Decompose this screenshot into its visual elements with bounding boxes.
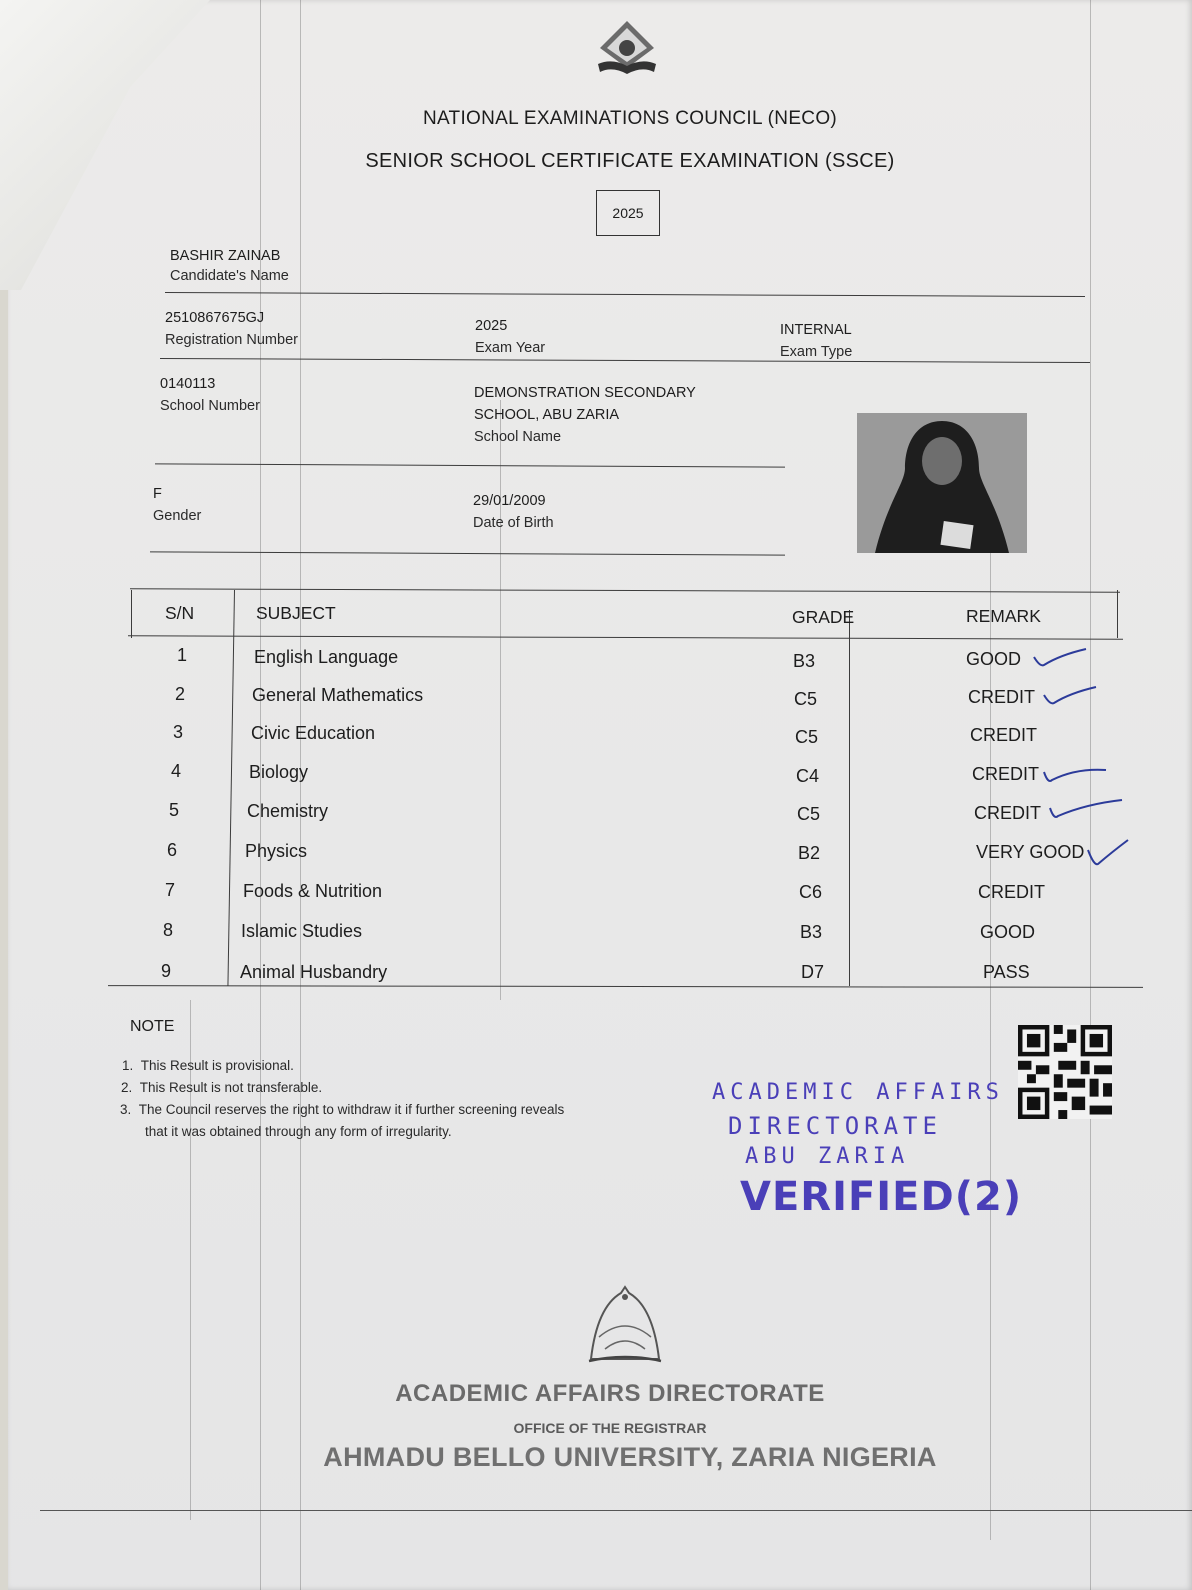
note-item-text: This Result is provisional.: [140, 1058, 294, 1073]
school-name-label: School Name: [474, 429, 562, 445]
note-item-3-continuation: that it was obtained through any form of irregularity.: [145, 1124, 452, 1139]
scan-streak: [990, 440, 991, 1540]
row-grade: C5: [794, 689, 818, 709]
registration-number: 2510867675GJ: [165, 310, 265, 326]
checkmark-icon: [1086, 836, 1136, 872]
grade-header: GRADE: [792, 607, 855, 627]
table-left-border: [131, 590, 132, 638]
row-sn: 1: [177, 645, 188, 665]
row-remark: CREDIT: [968, 687, 1035, 707]
candidate-photo-image: [857, 413, 1027, 553]
gender-label: Gender: [153, 508, 202, 524]
school-number-label: School Number: [160, 398, 260, 414]
row-grade: C5: [795, 727, 819, 747]
row-subject: Biology: [249, 762, 309, 782]
school-number: 0140113: [160, 376, 216, 392]
gender: F: [153, 486, 162, 502]
qr-code-icon: [1018, 1025, 1112, 1119]
row-remark: GOOD: [980, 922, 1036, 942]
candidate-name: BASHIR ZAINAB: [170, 248, 281, 264]
scan-streak: [500, 400, 501, 1000]
row-sn: 6: [167, 840, 178, 860]
row-remark: PASS: [983, 962, 1030, 982]
subject-header: SUBJECT: [256, 603, 336, 623]
row-subject: Physics: [245, 841, 308, 861]
note-item-3: [120, 1102, 564, 1117]
exam-year-box: [596, 190, 660, 236]
exam-type-label: Exam Type: [780, 344, 853, 360]
note-item-text: The Council reserves the right to withdraw it if further screening reveals: [138, 1102, 565, 1117]
council-title: NATIONAL EXAMINATIONS COUNCIL (NECO): [422, 108, 838, 129]
row-subject: Chemistry: [247, 801, 329, 821]
candidate-photo: [857, 413, 1027, 553]
note-item-1: [122, 1058, 294, 1073]
note-item-number: 2.: [121, 1080, 133, 1095]
row-subject: General Mathematics: [252, 685, 424, 705]
row-grade: B2: [798, 843, 821, 863]
note-item-text: This Result is not transferable.: [139, 1080, 323, 1095]
row-sn: 3: [173, 722, 184, 742]
scan-streak: [300, 0, 301, 1590]
note-item-number: 1.: [122, 1058, 134, 1073]
row-sn: 2: [175, 684, 186, 704]
date-of-birth-label: Date of Birth: [473, 515, 554, 531]
row-sn: 8: [163, 920, 174, 940]
row-remark: VERY GOOD: [976, 842, 1085, 862]
stamp-line2: DIRECTORATE: [728, 1112, 942, 1140]
row-subject: Islamic Studies: [241, 921, 363, 941]
checkmark-icon: [1040, 683, 1100, 713]
row-remark: CREDIT: [978, 882, 1045, 902]
row-remark: GOOD: [966, 649, 1022, 669]
row-sn: 4: [171, 761, 182, 781]
university-name: AHMADU BELLO UNIVERSITY, ZARIA NIGERIA: [323, 1442, 937, 1472]
row-subject: Animal Husbandry: [240, 962, 388, 982]
row-grade: C5: [797, 804, 821, 824]
row-subject: Civic Education: [251, 723, 376, 743]
row-remark: CREDIT: [970, 725, 1037, 745]
row-sn: 7: [165, 880, 176, 900]
exam-type: INTERNAL: [780, 322, 852, 338]
row-grade: C6: [799, 882, 823, 902]
candidate-name-label: Candidate's Name: [170, 268, 289, 284]
exam-year-box-value: 2025: [612, 205, 644, 221]
row-remark: CREDIT: [972, 764, 1039, 784]
row-subject: Foods & Nutrition: [243, 881, 383, 901]
row-sn: 5: [169, 800, 180, 820]
scan-streak: [1090, 0, 1091, 1590]
registration-number-label: Registration Number: [165, 332, 298, 348]
exam-year: 2025: [475, 318, 508, 334]
scan-streak: [260, 0, 261, 1590]
school-name-line1: DEMONSTRATION SECONDARY: [474, 385, 696, 401]
neco-logo-icon: [592, 18, 662, 78]
stamp-line3: ABU ZARIA: [745, 1144, 910, 1169]
exam-title: SENIOR SCHOOL CERTIFICATE EXAMINATION (SSCE): [365, 150, 895, 172]
row-grade: D7: [801, 962, 825, 982]
checkmark-icon: [1030, 645, 1090, 675]
row-grade: C4: [796, 766, 820, 786]
row-subject: English Language: [254, 647, 399, 667]
checkmark-icon: [1040, 762, 1110, 792]
scan-streak: [190, 1000, 191, 1520]
table-right-border: [1117, 590, 1118, 638]
sn-header: S/N: [165, 603, 195, 623]
date-of-birth: 29/01/2009: [473, 493, 546, 509]
remark-header: REMARK: [966, 606, 1041, 626]
row-grade: B3: [800, 922, 823, 942]
note-heading: NOTE: [130, 1018, 175, 1035]
row-grade: B3: [793, 651, 816, 671]
note-item-2: [121, 1080, 322, 1095]
directorate-title: ACADEMIC AFFAIRS DIRECTORATE: [395, 1380, 825, 1407]
row-remark: CREDIT: [974, 803, 1041, 823]
stamp-verified: VERIFIED(2): [740, 1174, 1023, 1220]
row-sn: 9: [161, 961, 172, 981]
school-name-line2: SCHOOL, ABU ZARIA: [474, 407, 620, 423]
footer-rule: [40, 1510, 1192, 1511]
stamp-line1: ACADEMIC AFFAIRS: [712, 1080, 1004, 1105]
note-item-number: 3.: [120, 1102, 132, 1117]
abu-crest-icon: [583, 1285, 667, 1365]
registrar-office: OFFICE OF THE REGISTRAR: [513, 1420, 707, 1436]
remark-column-divider: [849, 610, 850, 986]
checkmark-icon: [1046, 798, 1126, 828]
exam-year-label: Exam Year: [475, 340, 546, 356]
